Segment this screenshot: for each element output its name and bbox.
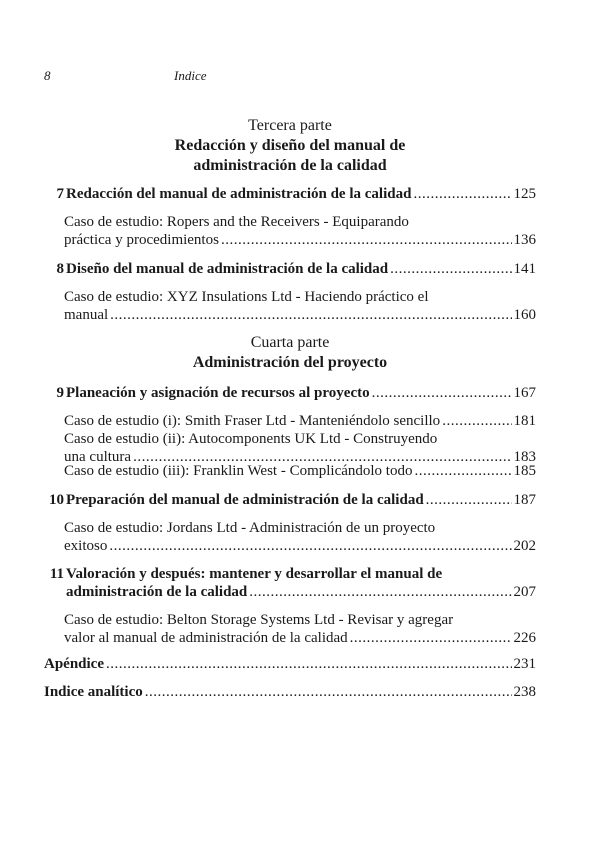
part-heading-tercera xyxy=(44,116,536,176)
page-ref: 136 xyxy=(513,232,536,248)
dot-leader xyxy=(426,491,512,509)
toc-index[interactable] xyxy=(44,683,536,701)
entry-text: práctica y procedimientos xyxy=(64,232,219,248)
part-label: Cuarta parte xyxy=(250,334,330,351)
toc-chapter-8[interactable] xyxy=(44,260,536,278)
dot-leader xyxy=(350,629,512,647)
page-ref: 125 xyxy=(513,186,536,202)
entry-text-line: Caso de estudio: XYZ Insulations Ltd - Haciendo práctico el xyxy=(64,289,429,305)
entry-text-line: Caso de estudio: Belton Storage Systems Ltd - Revisar y agregar xyxy=(64,612,454,628)
part-title-line: Administración del proyecto xyxy=(192,354,388,371)
chapter-number: 11 xyxy=(49,566,64,582)
dot-leader xyxy=(413,185,511,203)
toc-appendix[interactable] xyxy=(44,655,536,673)
chapter-title: Diseño del manual de administración de la calidad xyxy=(66,261,389,277)
dot-leader xyxy=(109,537,511,555)
chapter-title: Redacción del manual de administración de la calidad xyxy=(66,186,412,202)
entry-text-line: Caso de estudio (ii): Autocomponents UK Ltd - Construyendo xyxy=(64,431,438,447)
page-ref: 187 xyxy=(513,492,536,508)
toc-case-study[interactable] xyxy=(44,519,536,555)
toc-case-study[interactable] xyxy=(44,288,536,324)
entry-title: Indice analítico xyxy=(44,684,143,700)
dot-leader xyxy=(249,583,511,601)
page-ref: 231 xyxy=(513,656,536,672)
part-title-line: administración de la calidad xyxy=(193,157,387,174)
entry-text-line: Caso de estudio: Jordans Ltd - Administración de un proyecto xyxy=(64,520,436,536)
entry-text: Caso de estudio (iii): Franklin West - Complicándolo todo xyxy=(64,463,413,479)
entry-text: Caso de estudio (i): Smith Fraser Ltd - Manteniéndolo sencillo xyxy=(64,413,441,429)
dot-leader xyxy=(390,260,511,278)
page-ref: 160 xyxy=(513,307,536,323)
part-label: Tercera parte xyxy=(248,117,332,134)
toc-case-study[interactable] xyxy=(44,462,536,480)
entry-title: Apéndice xyxy=(44,656,104,672)
page-number: 8 xyxy=(44,68,51,83)
page-ref: 238 xyxy=(513,684,536,700)
running-title: Indice xyxy=(174,68,207,83)
dot-leader xyxy=(145,683,512,701)
entry-text-line: Caso de estudio: Ropers and the Receivers - Equiparando xyxy=(64,214,409,230)
dot-leader xyxy=(106,655,512,673)
page-ref: 207 xyxy=(513,584,536,600)
toc-chapter-10[interactable] xyxy=(44,491,536,509)
chapter-title-line: Valoración y después: mantener y desarrollar el manual de xyxy=(66,566,443,582)
part-heading-cuarta xyxy=(44,333,536,373)
dot-leader xyxy=(414,462,511,480)
page-ref: 183 xyxy=(513,449,536,465)
toc-chapter-11[interactable] xyxy=(44,565,536,601)
entry-text: valor al manual de administración de la calidad xyxy=(64,630,348,646)
toc-chapter-7[interactable] xyxy=(44,185,536,203)
page-ref: 141 xyxy=(513,261,536,277)
chapter-number: 10 xyxy=(49,492,64,508)
chapter-number: 8 xyxy=(56,261,64,277)
chapter-title: Planeación y asignación de recursos al proyecto xyxy=(66,385,370,401)
entry-text: una cultura xyxy=(64,449,132,465)
entry-text: exitoso xyxy=(64,538,108,554)
part-title-line: Redacción y diseño del manual de xyxy=(174,137,406,154)
chapter-title: Preparación del manual de administración de la calidad xyxy=(66,492,424,508)
chapter-number: 9 xyxy=(56,385,64,401)
dot-leader xyxy=(221,231,512,249)
toc-case-study[interactable] xyxy=(44,611,536,647)
toc-case-study[interactable] xyxy=(44,213,536,249)
toc-case-study[interactable] xyxy=(44,430,536,466)
dot-leader xyxy=(442,412,511,430)
toc-chapter-9[interactable] xyxy=(44,384,536,402)
page-ref: 181 xyxy=(513,413,536,429)
page-ref: 226 xyxy=(513,630,536,646)
page-ref: 202 xyxy=(513,538,536,554)
page-ref: 185 xyxy=(513,463,536,479)
chapter-number: 7 xyxy=(56,186,64,202)
toc-case-study[interactable] xyxy=(44,412,536,430)
entry-text: manual xyxy=(64,307,109,323)
dot-leader xyxy=(372,384,512,402)
chapter-title: administración de la calidad xyxy=(66,584,248,600)
dot-leader xyxy=(110,306,511,324)
page-ref: 167 xyxy=(513,385,536,401)
